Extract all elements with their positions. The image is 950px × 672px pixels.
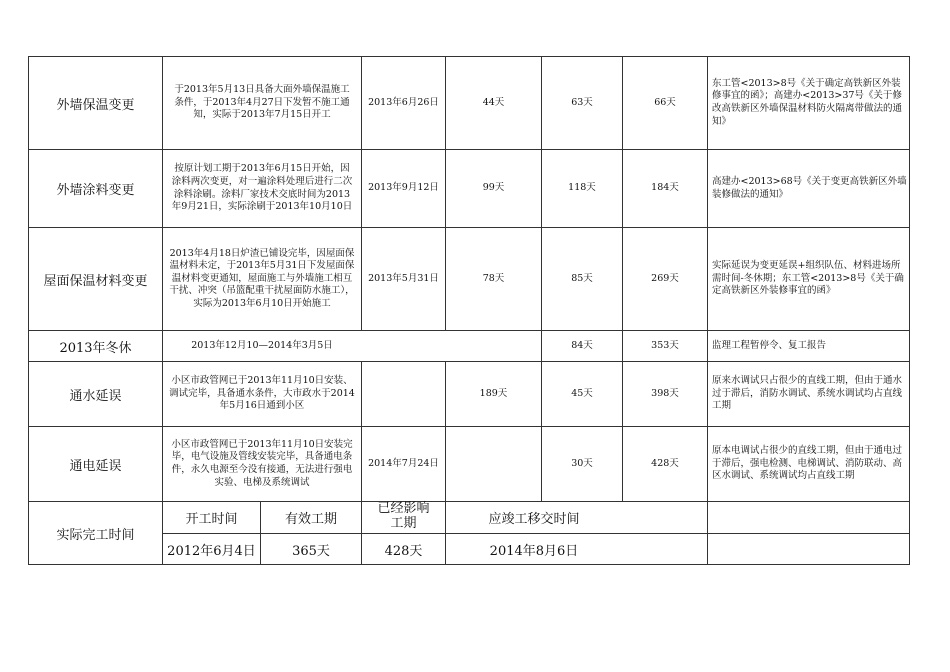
row-value: 45天 <box>571 387 593 399</box>
row-basis: 原来水调试只占很少的直线工期，但由于通水过于滞后，消防水调试、系统水调试均占直线工期 <box>712 375 903 412</box>
row-value: 30天 <box>571 457 593 469</box>
row-value: 398天 <box>651 387 679 399</box>
row-value: 44天 <box>482 96 505 108</box>
footer-value-handover: 2014年8月6日 <box>489 543 579 559</box>
row-description: 2013年12月10—2014年3月5日 <box>191 339 333 351</box>
grid-line <box>909 56 910 565</box>
row-item: 2013年冬休 <box>59 340 132 356</box>
row-value: 66天 <box>654 96 676 108</box>
row-item: 通电延误 <box>69 458 122 474</box>
footer-header-effective: 有效工期 <box>284 512 337 527</box>
row-date: 2014年7月24日 <box>368 457 439 469</box>
row-item: 通水延误 <box>69 388 122 404</box>
footer-value-start: 2012年6月4日 <box>167 543 256 559</box>
row-basis: 监理工程暂停令、复工报告 <box>712 339 827 351</box>
row-item: 屋面保温材料变更 <box>43 273 148 289</box>
row-value: 78天 <box>482 272 505 284</box>
footer-header-handover: 应竣工移交时间 <box>488 512 580 527</box>
row-description: 2013年4月18日炉渣已铺设完毕，因屋面保温材料未定，于2013年5月31日下发屋面保温材料变更通知，屋面施工与外墙施工相互干扰、冲突（吊篮配重干扰屋面防水施工），实际为2013年6月10日开始施工 <box>169 247 355 309</box>
row-value: 428天 <box>651 457 679 469</box>
row-basis: 高建办<2013>68号《关于变更高铁新区外墙装修做法的通知》 <box>712 175 907 200</box>
row-value: 99天 <box>482 182 505 194</box>
row-basis: 实际延误为变更延误+组织队伍、材料进场所需时间-冬休期；东工管<2013>8号《关于确定高铁新区外装修事宜的函》 <box>712 260 904 297</box>
row-description: 小区市政管网已于2013年11月10日安装、调试完毕，具备通水条件，大市政水于2014年5月16日通到小区 <box>169 375 355 412</box>
footer-value-effective: 365天 <box>292 543 330 559</box>
row-value: 269天 <box>651 272 679 284</box>
row-description: 于2013年5月13日具备大面外墙保温施工条件，于2013年4月27日下发暂不施工通知，实际于2013年7月15日开工 <box>174 84 350 121</box>
footer-header-start: 开工时间 <box>185 512 238 527</box>
row-value: 85天 <box>571 272 593 284</box>
grid-line <box>28 564 909 565</box>
row-date: 2013年9月12日 <box>368 182 439 194</box>
row-description: 按原计划工期于2013年6月15日开始，因涂料两次变更，对一遍涂料处理后进行二次涂料涂刷。涂料厂家技术交底时间为2013年9月21日，实际涂刷于2013年10月10日 <box>171 163 353 213</box>
row-basis: 原本电调试占很少的直线工期，但由于通电过于滞后，强电检测、电梯调试、消防联动、高区水调试、系统调试均占直线工期 <box>712 445 903 482</box>
row-description: 小区市政管网已于2013年11月10日安装完毕，电气设施及管线安装完毕，具备通电条件，永久电源至今没有接通，无法进行强电实验、电梯及系统调试 <box>171 438 353 488</box>
row-date: 2013年6月26日 <box>368 96 439 108</box>
row-basis: 东工管<2013>8号《关于确定高铁新区外装修事宜的函》；高建办<2013>37号《关于修改高铁新区外墙保温材料防火隔离带做法的通知》 <box>712 77 903 127</box>
row-value: 189天 <box>479 387 508 399</box>
footer-value-affected: 428天 <box>384 543 423 559</box>
row-item: 外墙保温变更 <box>56 97 135 113</box>
row-value: 184天 <box>651 182 679 194</box>
row-date: 2013年5月31日 <box>368 272 439 284</box>
row-value: 84天 <box>571 339 593 351</box>
row-value: 63天 <box>571 96 593 108</box>
footer-header-affected: 已经影响工期 <box>377 501 430 531</box>
footer-label: 实际完工时间 <box>56 527 135 543</box>
row-value: 353天 <box>651 339 679 351</box>
row-item: 外墙涂料变更 <box>56 183 135 198</box>
row-value: 118天 <box>568 182 596 194</box>
